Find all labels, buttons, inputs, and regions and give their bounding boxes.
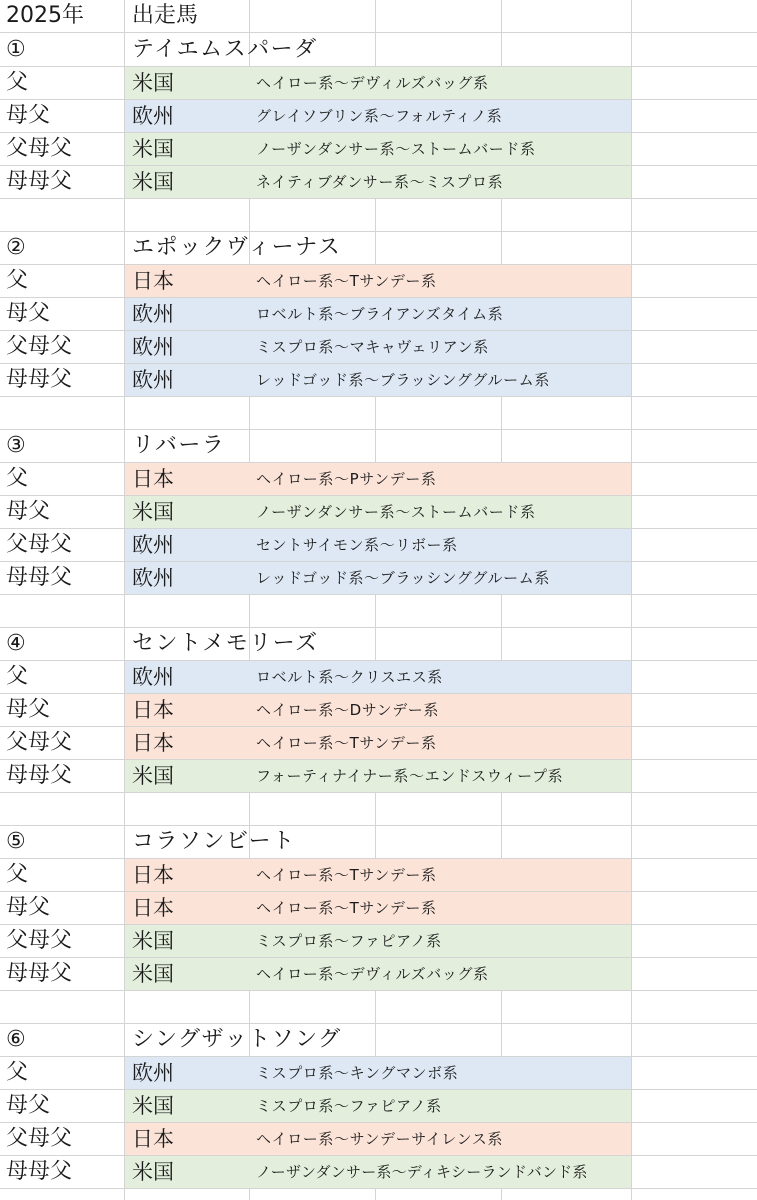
role-cell[interactable]: 母母父: [6, 1159, 73, 1184]
sire-line-cell[interactable]: レッドゴッド系～ブラッシンググルーム系: [256, 569, 550, 587]
role-cell[interactable]: 母母父: [6, 367, 73, 392]
horse-title-row: [0, 232, 757, 265]
region-cell[interactable]: 日本: [132, 269, 174, 293]
sire-line-cell[interactable]: セントサイモン系～リボー系: [256, 536, 458, 554]
horse-name[interactable]: エポックヴィーナス: [132, 235, 342, 260]
region-cell[interactable]: 欧州: [132, 1061, 174, 1085]
region-cell[interactable]: 欧州: [132, 335, 174, 359]
pedigree-row: [0, 562, 757, 595]
role-cell[interactable]: 母父: [6, 499, 51, 524]
role-cell[interactable]: 父母父: [6, 532, 73, 557]
pedigree-row: [0, 1123, 757, 1156]
sire-line-cell[interactable]: フォーティナイナー系～エンドスウィープ系: [256, 767, 564, 785]
empty-row[interactable]: [0, 595, 757, 628]
role-cell[interactable]: 母父: [6, 301, 51, 326]
role-cell[interactable]: 母母父: [6, 169, 73, 194]
region-cell[interactable]: 欧州: [132, 302, 174, 326]
role-cell[interactable]: 父: [6, 466, 29, 491]
sire-line-cell[interactable]: ヘイロー系～デヴィルズバッグ系: [256, 965, 489, 983]
pedigree-row: [0, 463, 757, 496]
region-cell[interactable]: 欧州: [132, 368, 174, 392]
pedigree-row: [0, 100, 757, 133]
role-cell[interactable]: 父母父: [6, 1126, 73, 1151]
sire-line-cell[interactable]: グレイソブリン系～フォルティノ系: [256, 107, 503, 125]
horse-number[interactable]: ①: [6, 37, 26, 62]
horse-name[interactable]: シングザットソング: [132, 1027, 342, 1052]
role-cell[interactable]: 父: [6, 862, 29, 887]
role-cell[interactable]: 父母父: [6, 730, 73, 755]
pedigree-row: [0, 1057, 757, 1090]
pedigree-row: [0, 496, 757, 529]
sire-line-cell[interactable]: ヘイロー系～Tサンデー系: [256, 734, 437, 752]
sire-line-cell[interactable]: ノーザンダンサー系～ディキシーランドバンド系: [256, 1163, 588, 1181]
sire-line-cell[interactable]: ロベルト系～クリスエス系: [256, 668, 443, 686]
pedigree-row: [0, 694, 757, 727]
pedigree-row: [0, 1090, 757, 1123]
role-cell[interactable]: 父母父: [6, 928, 73, 953]
sire-line-cell[interactable]: ロベルト系～ブライアンズタイム系: [256, 305, 504, 323]
region-cell[interactable]: 日本: [132, 698, 174, 722]
pedigree-row: [0, 892, 757, 925]
pedigree-row: [0, 760, 757, 793]
region-cell[interactable]: 米国: [132, 500, 174, 524]
horse-number[interactable]: ②: [6, 235, 26, 260]
horse-name[interactable]: コラソンビート: [132, 829, 296, 854]
region-cell[interactable]: 米国: [132, 1094, 174, 1118]
region-cell[interactable]: 米国: [132, 170, 174, 194]
region-cell[interactable]: 欧州: [132, 665, 174, 689]
sire-line-cell[interactable]: ネイティブダンサー系～ミスプロ系: [256, 173, 504, 191]
sire-line-cell[interactable]: レッドゴッド系～ブラッシンググルーム系: [256, 371, 550, 389]
horse-number[interactable]: ③: [6, 433, 26, 458]
role-cell[interactable]: 父: [6, 664, 29, 689]
role-cell[interactable]: 父: [6, 268, 29, 293]
sire-line-cell[interactable]: ヘイロー系～Pサンデー系: [256, 470, 437, 488]
horse-title-row: [0, 34, 757, 67]
region-cell[interactable]: 米国: [132, 962, 174, 986]
role-cell[interactable]: 父母父: [6, 136, 73, 161]
sire-line-cell[interactable]: ミスプロ系～マキャヴェリアン系: [256, 338, 489, 356]
region-cell[interactable]: 米国: [132, 929, 174, 953]
region-cell[interactable]: 欧州: [132, 104, 174, 128]
horse-title-row: [0, 430, 757, 463]
header-row: [0, 0, 757, 33]
pedigree-row: [0, 298, 757, 331]
sire-line-cell[interactable]: ミスプロ系～ファピアノ系: [256, 1097, 442, 1115]
pedigree-row: [0, 859, 757, 892]
role-cell[interactable]: 母父: [6, 1093, 51, 1118]
sire-line-cell[interactable]: ヘイロー系～Dサンデー系: [256, 701, 440, 719]
empty-row[interactable]: [0, 199, 757, 232]
region-cell[interactable]: 米国: [132, 764, 174, 788]
region-cell[interactable]: 日本: [132, 1127, 174, 1151]
region-cell[interactable]: 欧州: [132, 566, 174, 590]
role-cell[interactable]: 母母父: [6, 961, 73, 986]
sire-line-cell[interactable]: ミスプロ系～キングマンボ系: [256, 1064, 459, 1082]
horse-number[interactable]: ⑥: [6, 1027, 26, 1052]
role-cell[interactable]: 母父: [6, 103, 51, 128]
horse-title-row: [0, 1024, 757, 1057]
pedigree-row: [0, 133, 757, 166]
pedigree-row: [0, 67, 757, 100]
role-cell[interactable]: 父: [6, 1060, 29, 1085]
header-title-cell[interactable]: 出走馬: [132, 3, 199, 28]
pedigree-row: [0, 958, 757, 991]
sire-line-cell[interactable]: ヘイロー系～Tサンデー系: [256, 866, 437, 884]
region-cell[interactable]: 日本: [132, 467, 174, 491]
region-cell[interactable]: 米国: [132, 1160, 174, 1184]
pedigree-row: [0, 925, 757, 958]
sire-line-cell[interactable]: ヘイロー系～サンデーサイレンス系: [256, 1130, 503, 1148]
region-cell[interactable]: 日本: [132, 731, 174, 755]
role-cell[interactable]: 母母父: [6, 565, 73, 590]
sire-line-cell[interactable]: ヘイロー系～Tサンデー系: [256, 272, 437, 290]
empty-row[interactable]: [0, 397, 757, 430]
pedigree-row: [0, 1156, 757, 1189]
region-cell[interactable]: 米国: [132, 71, 174, 95]
horse-title-row: [0, 826, 757, 859]
role-cell[interactable]: 母母父: [6, 763, 73, 788]
region-cell[interactable]: 欧州: [132, 533, 174, 557]
horse-title-row: [0, 628, 757, 661]
pedigree-row: [0, 364, 757, 397]
role-cell[interactable]: 母父: [6, 895, 51, 920]
horse-number[interactable]: ④: [6, 631, 26, 656]
role-cell[interactable]: 父: [6, 70, 29, 95]
horse-name[interactable]: テイエムスパーダ: [132, 37, 318, 62]
pedigree-row: [0, 265, 757, 298]
region-cell[interactable]: 米国: [132, 137, 174, 161]
pedigree-row: [0, 727, 757, 760]
role-cell[interactable]: 母父: [6, 697, 51, 722]
sire-line-cell[interactable]: ノーザンダンサー系～ストームバード系: [256, 503, 536, 521]
pedigree-row: [0, 166, 757, 199]
region-cell[interactable]: 日本: [132, 863, 174, 887]
empty-row[interactable]: [0, 991, 757, 1024]
pedigree-row: [0, 661, 757, 694]
pedigree-row: [0, 331, 757, 364]
region-cell[interactable]: 日本: [132, 896, 174, 920]
pedigree-row: [0, 529, 757, 562]
empty-row[interactable]: [0, 793, 757, 826]
sire-line-cell[interactable]: ヘイロー系～Tサンデー系: [256, 899, 437, 917]
sire-line-cell[interactable]: ノーザンダンサー系～ストームバード系: [256, 140, 536, 158]
sire-line-cell[interactable]: ヘイロー系～デヴィルズバッグ系: [256, 74, 489, 92]
sire-line-cell[interactable]: ミスプロ系～ファピアノ系: [256, 932, 442, 950]
role-cell[interactable]: 父母父: [6, 334, 73, 359]
horse-name[interactable]: リバーラ: [132, 433, 226, 458]
horse-number[interactable]: ⑤: [6, 829, 26, 854]
year-cell[interactable]: 2025年: [6, 3, 84, 28]
horse-name[interactable]: セントメモリーズ: [132, 631, 319, 656]
